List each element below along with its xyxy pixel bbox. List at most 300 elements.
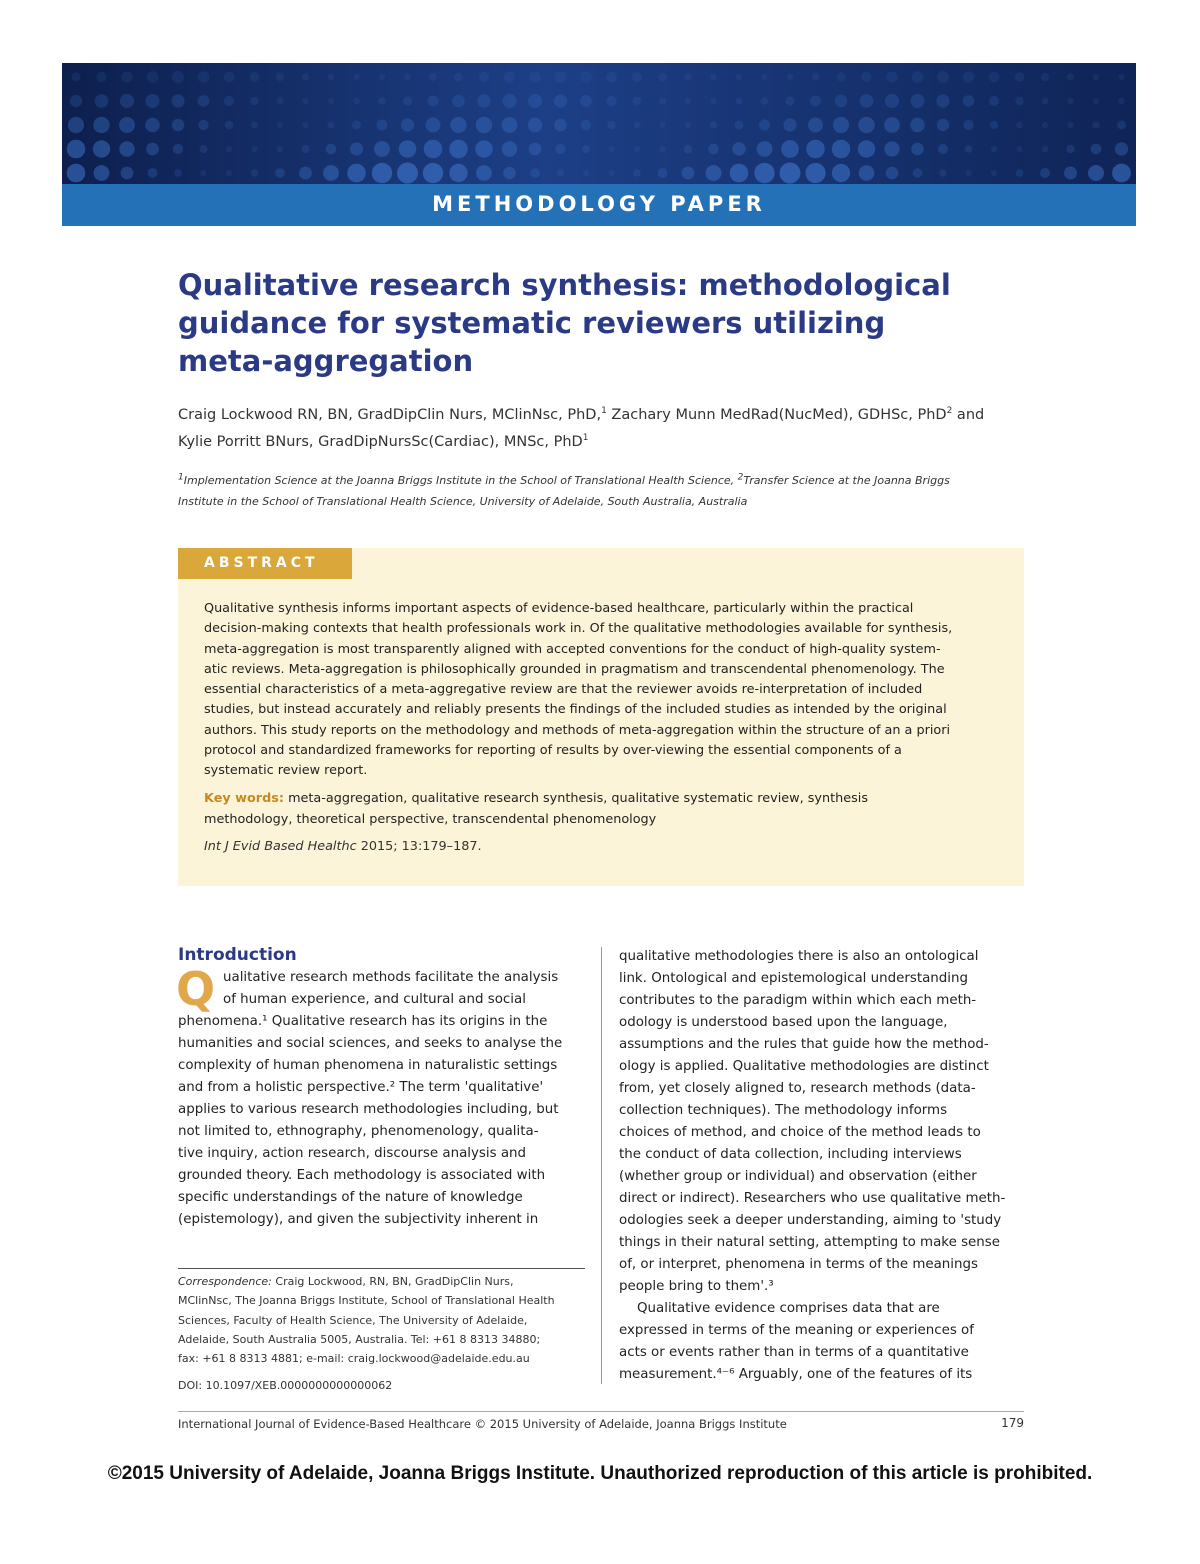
- banner-dot: [1042, 122, 1048, 128]
- banner-dot: [423, 163, 443, 183]
- banner-dot: [884, 117, 900, 133]
- affiliation-marker: 1: [178, 472, 184, 483]
- body-line: from, yet closely aligned to, research methods (data-: [619, 1081, 976, 1096]
- banner-dot: [503, 167, 516, 180]
- banner-dot: [658, 73, 666, 81]
- banner-dot: [172, 71, 184, 83]
- banner-dot: [606, 72, 617, 83]
- banner-dot: [938, 144, 948, 154]
- title-line: meta-aggregation: [178, 344, 474, 378]
- banner-dot: [502, 94, 516, 108]
- affiliations: [178, 470, 1038, 512]
- banner-dot: [1118, 98, 1125, 105]
- banner-dot: [608, 146, 614, 152]
- banner-dot: [449, 140, 468, 159]
- citation-journal: Int J Evid Based Healthc: [204, 839, 357, 854]
- banner-dot: [302, 73, 309, 80]
- banner-dot: [781, 140, 799, 158]
- banner-dot: [529, 143, 542, 156]
- banner-dot: [554, 119, 567, 132]
- keywords: [204, 789, 999, 830]
- correspondence-line: Adelaide, South Australia 5005, Australia. Tel: +61 8 8313 34880;: [178, 1332, 541, 1346]
- correspondence-block: [178, 1272, 585, 1396]
- banner-dot: [198, 120, 208, 130]
- author-conjunction: and: [952, 407, 985, 423]
- dot-pattern-graphic: [62, 63, 1136, 184]
- banner-dot: [685, 122, 691, 128]
- body-line: Qualitative evidence comprises data that are: [637, 1301, 940, 1316]
- body-line: contributes to the paradigm within which each meth-: [619, 993, 977, 1008]
- banner-dot: [634, 146, 640, 152]
- copyright-notice: ©2015 University of Adelaide, Joanna Briggs Institute. Unauthorized reproduction of this article is prohibited.: [107, 1463, 1093, 1484]
- banner-dot: [119, 141, 134, 156]
- banner-dot: [277, 146, 284, 153]
- banner-dot: [479, 72, 489, 82]
- banner-dot: [502, 141, 517, 156]
- body-line: qualitative methodologies there is also an ontological: [619, 949, 979, 964]
- banner-dot: [449, 164, 467, 182]
- banner-dot: [633, 169, 641, 177]
- banner-dot: [326, 144, 337, 155]
- body-line: direct or indirect). Researchers who use qualitative meth-: [619, 1191, 1006, 1206]
- banner-dot: [939, 169, 946, 176]
- banner-dot: [634, 122, 641, 129]
- body-line: measurement.⁴⁻⁶ Arguably, one of the features of its: [619, 1367, 973, 1382]
- banner-dot: [528, 94, 542, 108]
- body-line: and from a holistic perspective.² The term 'qualitative': [178, 1080, 544, 1095]
- body-line: (whether group or individual) and observation (either: [619, 1169, 977, 1184]
- banner-dot: [832, 140, 851, 159]
- banner-dot: [860, 94, 874, 108]
- banner-dot: [632, 72, 642, 82]
- banner-dot: [352, 121, 361, 130]
- correspondence-line: Sciences, Faculty of Health Science, The University of Adelaide,: [178, 1313, 528, 1327]
- body-line: choices of method, and choice of the method leads to: [619, 1125, 981, 1140]
- banner-dot: [372, 163, 392, 183]
- banner-dot: [424, 140, 443, 159]
- banner-dot: [174, 169, 181, 176]
- banner-dot: [302, 122, 308, 128]
- banner-dot: [836, 72, 845, 81]
- banner-dot: [72, 73, 81, 82]
- banner-dot: [936, 94, 949, 107]
- banner-dot: [730, 164, 749, 183]
- banner-dot: [327, 121, 334, 128]
- banner-dot: [684, 145, 692, 153]
- body-line: collection techniques). The methodology informs: [619, 1103, 948, 1118]
- body-line: people bring to them'.³: [619, 1279, 774, 1294]
- banner-dot: [1040, 168, 1050, 178]
- body-column-left: [176, 962, 585, 1231]
- author-line: [178, 402, 1038, 429]
- banner-dot: [476, 165, 492, 181]
- body-line: ualitative research methods facilitate the analysis: [223, 970, 559, 985]
- body-line: phenomena.¹ Qualitative research has its origins in the: [178, 1014, 548, 1029]
- banner-dot: [963, 71, 975, 83]
- banner-dot: [226, 170, 232, 176]
- banner-dot: [912, 71, 924, 83]
- citation: [204, 839, 999, 854]
- banner-dot: [224, 96, 234, 106]
- banner-dot: [251, 122, 258, 129]
- banner-dot: [659, 146, 666, 153]
- banner-dot: [397, 163, 418, 184]
- correspondence-email-line[interactable]: fax: +61 8 8313 4881; e-mail: craig.lockwood@adelaide.edu.au: [178, 1352, 530, 1366]
- abstract-line: authors. This study reports on the methodology and methods of meta-aggregation within the structure of an a priori: [204, 722, 951, 738]
- banner-dot: [1088, 165, 1104, 181]
- correspondence-text: Craig Lockwood, RN, BN, GradDipClin Nurs,: [271, 1275, 514, 1288]
- body-line: humanities and social sciences, and seeks to analyse the: [178, 1036, 563, 1051]
- banner-dot: [374, 141, 390, 157]
- banner-dot: [328, 74, 334, 80]
- banner-dot: [783, 118, 796, 131]
- banner-dot: [965, 145, 973, 153]
- banner-dot: [146, 94, 160, 108]
- banner-dot: [275, 168, 285, 178]
- banner-dot: [1115, 142, 1128, 155]
- banner-dot: [428, 96, 439, 107]
- banner-dot: [1017, 146, 1023, 152]
- affiliation-marker: 2: [737, 472, 744, 483]
- affiliation-line: [178, 470, 1038, 491]
- banner-dot: [1064, 167, 1077, 180]
- banner-dot: [911, 94, 925, 108]
- banner-dot: [450, 117, 466, 133]
- correspondence-label: Correspondence:: [178, 1275, 272, 1288]
- banner-dot: [121, 167, 134, 180]
- banner-dot: [1066, 145, 1074, 153]
- banner-dot: [1119, 74, 1125, 80]
- drop-cap: Q: [176, 962, 216, 1016]
- banner-dot: [225, 121, 233, 129]
- banner-dot: [582, 145, 590, 153]
- banner-dot: [754, 163, 774, 183]
- banner-dot: [401, 118, 414, 131]
- banner-dot: [1042, 146, 1049, 153]
- banner-dot: [426, 118, 441, 133]
- banner-dot: [171, 94, 184, 107]
- banner-dot: [475, 140, 492, 157]
- banner-dot: [706, 165, 722, 181]
- body-line: specific understandings of the nature of knowledge: [178, 1190, 523, 1205]
- banner-dot: [884, 141, 899, 156]
- correspondence-line: [178, 1272, 585, 1291]
- banner-dot: [858, 140, 875, 157]
- banner-dot: [121, 71, 132, 82]
- correspondence-rule: [178, 1268, 585, 1269]
- affiliation-marker: 2: [946, 406, 953, 417]
- body-line: things in their natural setting, attempting to make sense: [619, 1235, 1000, 1250]
- banner-dot: [301, 145, 309, 153]
- banner-dot: [198, 71, 210, 83]
- banner-dot: [761, 74, 767, 80]
- affiliation-line: Institute in the School of Translational Health Science, University of Adelaide, South Australia, Australia: [178, 495, 748, 508]
- abstract-line: atic reviews. Meta-aggregation is philosophically grounded in pragmatism and transcendental phenomenology. The: [204, 661, 945, 677]
- banner-dot: [963, 120, 973, 130]
- banner-dot: [147, 71, 159, 83]
- affiliation-text: Transfer Science at the Joanna Briggs: [743, 474, 950, 487]
- banner-dot: [858, 117, 874, 133]
- banner-dot: [554, 94, 567, 107]
- body-line: ology is applied. Qualitative methodologies are distinct: [619, 1059, 989, 1074]
- body-line: acts or events rather than in terms of a quantitative: [619, 1345, 969, 1360]
- banner-dot: [991, 170, 997, 176]
- banner-dot: [810, 96, 821, 107]
- body-line: of, or interpret, phenomena in terms of the meanings: [619, 1257, 978, 1272]
- banner-dot: [454, 73, 463, 82]
- banner-dot: [557, 169, 564, 176]
- correspondence-line: MClinNsc, The Joanna Briggs Institute, School of Translational Health: [178, 1294, 555, 1308]
- banner-dot: [990, 121, 998, 129]
- body-line: tive inquiry, action research, discourse analysis and: [178, 1146, 527, 1161]
- banner-dot: [145, 118, 160, 133]
- banner-dot: [1093, 98, 1099, 104]
- banner-dot: [399, 140, 417, 158]
- banner-dot: [354, 74, 360, 80]
- body-line: grounded theory. Each methodology is associated with: [178, 1168, 546, 1183]
- banner-dot: [68, 117, 84, 133]
- banner-dot: [937, 71, 949, 83]
- banner-dot: [477, 94, 491, 108]
- banner-dot: [252, 146, 258, 152]
- banner-dot: [580, 95, 592, 107]
- banner-dot: [198, 95, 210, 107]
- abstract-heading: ABSTRACT: [178, 548, 352, 579]
- banner-dot: [96, 72, 106, 82]
- banner-dot: [787, 74, 794, 81]
- keywords-label: Key words:: [204, 791, 284, 806]
- body-column-right: [619, 946, 1024, 1386]
- body-line: applies to various research methodologies including, but: [178, 1102, 559, 1117]
- banner-dot: [735, 121, 744, 130]
- keywords-list: meta-aggregation, qualitative research synthesis, qualitative systematic review, synthesis: [284, 791, 868, 806]
- banner-dot: [989, 72, 1000, 83]
- abstract-line: meta-aggregation is most transparently aligned with accepted conventions for the conduct of high-quality system-: [204, 641, 941, 657]
- banner-dot: [276, 73, 284, 81]
- banner-dot: [805, 163, 825, 183]
- banner-dot: [200, 145, 208, 153]
- banner-dot: [606, 96, 616, 106]
- banner-dot: [989, 96, 999, 106]
- banner-dot: [299, 167, 312, 180]
- banner-dot: [70, 95, 82, 107]
- banner-dot: [173, 144, 183, 154]
- banner-dot: [833, 117, 849, 133]
- banner-dot: [502, 117, 518, 133]
- banner-dot: [861, 72, 871, 82]
- banner-dot: [581, 120, 591, 130]
- banner-dot: [276, 97, 283, 104]
- banner-dot: [711, 98, 717, 104]
- banner-dot: [250, 97, 259, 106]
- banner-dot: [1016, 122, 1023, 129]
- banner-dot: [226, 146, 232, 152]
- banner-dot: [660, 122, 666, 128]
- banner-dot: [323, 165, 339, 181]
- banner-dot: [708, 144, 719, 155]
- banner-dot: [780, 163, 801, 184]
- banner-dot: [95, 94, 109, 108]
- banner-dot: [607, 121, 615, 129]
- banner-dot: [529, 71, 541, 83]
- banner-dot: [378, 97, 386, 105]
- banner-dot: [1067, 73, 1074, 80]
- banner-dot: [682, 167, 695, 180]
- banner-dot: [736, 74, 742, 80]
- banner-dot: [94, 165, 110, 181]
- banner-dot: [1016, 169, 1024, 177]
- banner-dot: [224, 72, 235, 83]
- banner-dot: [885, 94, 899, 108]
- banner-dot: [710, 121, 717, 128]
- body-line: odology is understood based upon the language,: [619, 1015, 948, 1030]
- banner-dot: [555, 144, 565, 154]
- banner-dot: [555, 71, 567, 83]
- banner-dot: [806, 140, 825, 159]
- abstract-line: essential characteristics of a meta-aggregative review are that the reviewer avoids re-interpretation of included: [204, 682, 923, 698]
- banner-dot: [808, 118, 823, 133]
- banner-dot: [403, 96, 412, 105]
- banner-dot: [476, 117, 492, 133]
- banner-dot: [1067, 98, 1073, 104]
- author-munn: Zachary Munn MedRad(NucMed), GDHSc, PhD: [606, 407, 947, 423]
- banner-dot: [251, 169, 258, 176]
- banner-dot: [583, 170, 589, 176]
- article-type-label: METHODOLOGY PAPER: [432, 192, 766, 216]
- banner-dot: [1041, 73, 1049, 81]
- banner-dot: [1093, 74, 1099, 80]
- banner-dot: [759, 119, 770, 130]
- abstract-text: [204, 599, 999, 782]
- banner-dot: [1112, 164, 1131, 183]
- banner-dot: [832, 164, 850, 182]
- body-line: (epistemology), and given the subjectivity inherent in: [178, 1212, 539, 1227]
- banner-dot: [119, 117, 135, 133]
- banner-dot: [991, 146, 997, 152]
- banner-dot: [200, 170, 206, 176]
- author-line: [178, 429, 1038, 456]
- banner-dot: [353, 98, 360, 105]
- banner-dot: [757, 141, 773, 157]
- banner-dot: [377, 120, 388, 131]
- banner-dot: [1091, 144, 1102, 155]
- banner-dot: [379, 74, 385, 80]
- author-lockwood: Craig Lockwood RN, BN, GradDipClin Nurs, MClinNsc, PhD,: [178, 407, 602, 423]
- abstract-line: decision-making contexts that health professionals work in. Of the qualitative methodologies available for synthesis,: [204, 621, 953, 637]
- affiliation-marker: 1: [582, 433, 589, 444]
- author-porritt: Kylie Porritt BNurs, GradDipNursSc(Cardiac), MNSc, PhD: [178, 434, 583, 450]
- banner-dot: [350, 142, 363, 155]
- banner-dot: [937, 119, 949, 131]
- banner-dot: [965, 170, 971, 176]
- banner-dot: [761, 97, 769, 105]
- banner-dot: [910, 118, 924, 132]
- banner-dot: [277, 122, 283, 128]
- banner-dot: [1015, 72, 1025, 82]
- keywords-list: methodology, theoretical perspective, transcendental phenomenology: [204, 811, 657, 827]
- abstract-line: systematic review report.: [204, 763, 368, 779]
- article-title: [178, 266, 978, 380]
- banner-dot: [120, 94, 134, 108]
- page-number: 179: [1001, 1416, 1024, 1430]
- banner-dot: [886, 167, 899, 180]
- doi-link[interactable]: DOI: 10.1097/XEB.0000000000000062: [178, 1379, 393, 1393]
- banner-dot: [886, 71, 897, 82]
- banner-dot: [732, 142, 745, 155]
- abstract-line: studies, but instead accurately and reliably presents the findings of the included studies as intended by the original: [204, 702, 947, 718]
- banner-dot: [1042, 98, 1049, 105]
- footer-rule: [178, 1411, 1024, 1412]
- body-line: assumptions and the rules that guide how the method-: [619, 1037, 989, 1052]
- banner-dot: [93, 117, 109, 133]
- banner-dot: [93, 140, 110, 157]
- body-line: complexity of human phenomena in naturalistic settings: [178, 1058, 558, 1073]
- banner-dot: [172, 119, 185, 132]
- banner-dot: [250, 72, 260, 82]
- banner-dot: [785, 96, 794, 105]
- banner-dot: [911, 143, 924, 156]
- banner-dot: [148, 168, 158, 178]
- banner-dot: [429, 73, 437, 81]
- banner-dot: [67, 164, 86, 183]
- banner-dot: [528, 118, 542, 132]
- banner-dot: [1067, 122, 1073, 128]
- abstract-line: protocol and standardized frameworks for reporting of results by over-viewing the essential components of a: [204, 743, 902, 759]
- banner-dot: [1015, 97, 1023, 105]
- banner-dot: [835, 95, 848, 108]
- banner-dot: [658, 168, 668, 178]
- body-line: odologies seek a deeper understanding, aiming to 'study: [619, 1213, 1002, 1228]
- banner-dot: [608, 170, 614, 176]
- banner-dot: [452, 95, 465, 108]
- title-line: Qualitative research synthesis: methodological: [178, 268, 951, 302]
- footer-journal: International Journal of Evidence-Based Healthcare © 2015 University of Adelaide, Joanna Briggs Institute: [178, 1417, 787, 1431]
- body-line: not limited to, ethnography, phenomenology, qualita-: [178, 1124, 539, 1139]
- banner-dot: [963, 95, 975, 107]
- banner-dot: [328, 98, 334, 104]
- author-list: [178, 402, 1038, 456]
- body-line: link. Ontological and epistemological understanding: [619, 971, 968, 986]
- banner-dot: [504, 71, 515, 82]
- section-heading-introduction: Introduction: [178, 945, 297, 965]
- abstract-line: Qualitative synthesis informs important aspects of evidence-based healthcare, particularly within the practical: [204, 601, 914, 616]
- banner-dot: [913, 168, 923, 178]
- header-banner: [62, 63, 1136, 226]
- banner-dot: [659, 98, 666, 105]
- affiliation-text: Implementation Science at the Joanna Briggs Institute in the School of Translational Health Science,: [183, 474, 738, 487]
- banner-dot: [710, 74, 716, 80]
- body-line: expressed in terms of the meaning or experiences of: [619, 1323, 974, 1338]
- banner-dot: [812, 73, 820, 81]
- citation-details: 2015; 13:179–187.: [356, 839, 482, 854]
- banner-dot: [404, 74, 411, 81]
- affiliation-marker: 1: [601, 406, 607, 417]
- banner-dot: [1092, 121, 1099, 128]
- column-divider: [601, 947, 602, 1384]
- body-line: the conduct of data collection, including interviews: [619, 1147, 962, 1162]
- banner-dot: [1117, 121, 1126, 130]
- banner-dot: [684, 73, 691, 80]
- banner-dot: [633, 97, 641, 105]
- banner-dot: [146, 143, 159, 156]
- banner-dot: [859, 165, 875, 181]
- body-line: of human experience, and cultural and social: [223, 992, 526, 1007]
- banner-dot: [580, 71, 592, 83]
- title-line: guidance for systematic reviewers utilizing: [178, 306, 886, 340]
- banner-dot: [67, 140, 86, 159]
- banner-dot: [302, 98, 308, 104]
- banner-dot: [347, 164, 366, 183]
